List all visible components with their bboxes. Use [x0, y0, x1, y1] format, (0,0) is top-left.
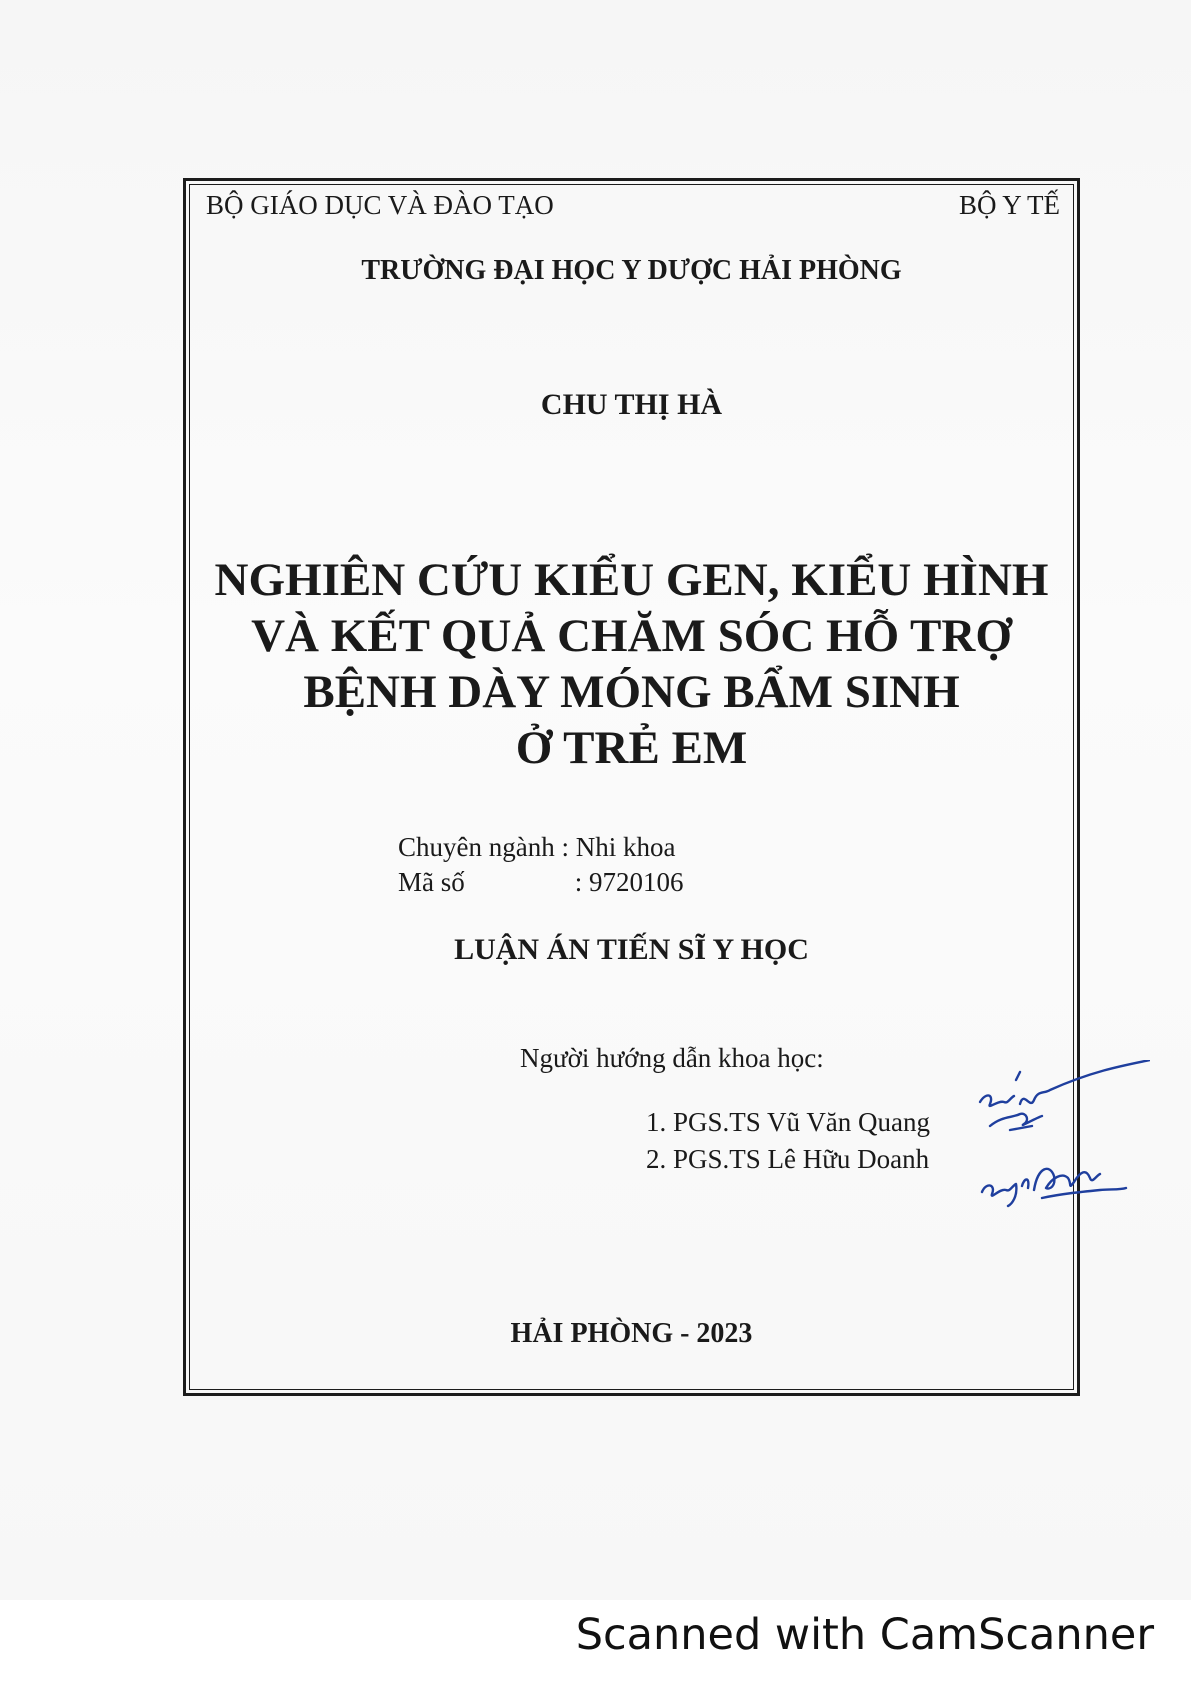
supervisor-item: 1. PGS.TS Vũ Văn Quang — [646, 1107, 931, 1137]
university-name: TRƯỜNG ĐẠI HỌC Y DƯỢC HẢI PHÒNG — [361, 255, 902, 286]
thesis-title-line: NGHIÊN CỨU KIỂU GEN, KIỂU HÌNH — [214, 554, 1049, 606]
thesis-title — [183, 552, 1080, 776]
supervisors-label: Người hướng dẫn khoa học: — [520, 1043, 824, 1073]
specialty-row — [398, 832, 675, 863]
author-name: CHU THỊ HÀ — [540, 388, 723, 421]
specialty-label: Chuyên ngành — [398, 832, 555, 862]
ministry-health-label: BỘ Y TẾ — [959, 190, 1060, 220]
handwritten-signature — [950, 1060, 1150, 1220]
thesis-title-line: BỆNH DÀY MÓNG BẨM SINH — [303, 666, 960, 718]
specialty-value: : Nhi khoa — [561, 832, 676, 862]
thesis-title-line: Ở TRẺ EM — [515, 722, 748, 774]
code-row — [398, 867, 684, 898]
code-label: Mã số — [398, 867, 465, 897]
supervisor-item: 2. PGS.TS Lê Hữu Doanh — [646, 1144, 930, 1174]
thesis-title-line: VÀ KẾT QUẢ CHĂM SÓC HỖ TRỢ — [251, 610, 1012, 662]
page-border-inner — [189, 184, 1074, 1390]
camscanner-watermark: Scanned with CamScanner — [575, 1610, 1154, 1660]
place-and-year: HẢI PHÒNG - 2023 — [510, 1318, 753, 1349]
ministry-education-label: BỘ GIÁO DỤC VÀ ĐÀO TẠO — [206, 190, 554, 220]
degree-title: LUẬN ÁN TIẾN SĨ Y HỌC — [454, 933, 809, 966]
code-value: : 9720106 — [574, 867, 684, 897]
